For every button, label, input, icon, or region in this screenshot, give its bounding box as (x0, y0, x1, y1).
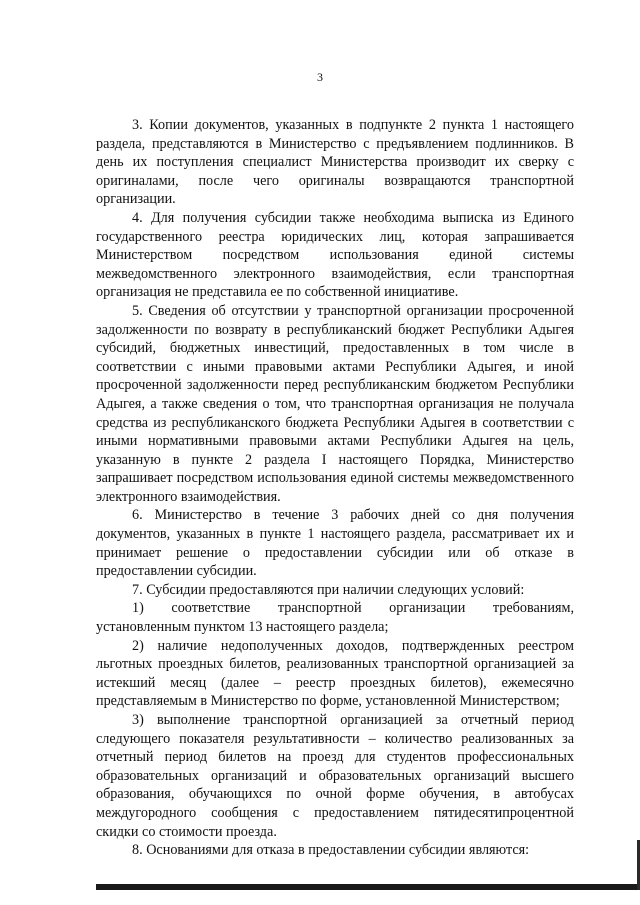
paragraph-5: 5. Сведения об отсутствии у транспортной организации просроченной задолженности по возврату в республиканский бюджет Республики Адыгея субсидий, бюджетных инвестиций, предоставленных в том числе в соответствии с иными правовыми актами Республики Адыгея, и иной просроченной задолженности перед республиканским бюджетом Республики Адыгея, а также сведения о том, что транспортная организация не получала средства из республиканского бюджета Республики Адыгея в соответствии с иными нормативными правовыми актами Республики Адыгея на цель, указанную в пункте 2 раздела I настоящего Порядка, Министерство запрашивает посредством использования единой системы межведомственного электронного взаимодействия. (96, 302, 574, 505)
document-body (96, 116, 574, 860)
condition-1: 1) соответствие транспортной организации требованиям, установленным пунктом 13 настоящего раздела; (96, 600, 574, 636)
paragraph-7: 7. Субсидии предоставляются при наличии следующих условий: (132, 581, 525, 598)
paragraph-6: 6. Министерство в течение 3 рабочих дней со дня получения документов, указанных в пункте 1 настоящего раздела, рассматривает их и принимает решение о предоставлении субсидии или об отказе в предоставлении субсидии. (96, 507, 574, 580)
condition-2: 2) наличие недополученных доходов, подтвержденных реестром льготных проездных билетов, реализованных транспортной организацией за истекший месяц (далее – реестр проездных билетов), ежемесячно представляемым в Министерство по форме, установленной Министерством; (96, 637, 574, 710)
condition-3: 3) выполнение транспортной организацией за отчетный период следующего показателя результативности – количество реализованных за отчетный период билетов на проезд для студентов профессиональных образовательных организаций и образовательных организаций высшего образования, обучающихся по очной форме обучения, в автобусах междугородного сообщения с предоставлением пятидесятипроцентной скидки со стоимости проезда. (96, 712, 574, 840)
scan-bottom-edge (96, 884, 640, 890)
page-number: 3 (317, 70, 323, 84)
paragraph-4: 4. Для получения субсидии также необходима выписка из Единого государственного реестра юридических лиц, которая запрашивается Министерством посредством использования единой системы межведомственного электронного взаимодействия, если транспортная организация не представила ее по собственной инициативе. (96, 209, 574, 301)
paragraph-3: 3. Копии документов, указанных в подпункте 2 пункта 1 настоящего раздела, представляются в Министерство с предъявлением подлинников. В день их поступления специалист Министерства производит их сверку с оригиналами, после чего оригиналы возвращаются транспортной организации. (96, 117, 574, 208)
paragraph-8: 8. Основаниями для отказа в предоставлении субсидии являются: (132, 842, 530, 859)
